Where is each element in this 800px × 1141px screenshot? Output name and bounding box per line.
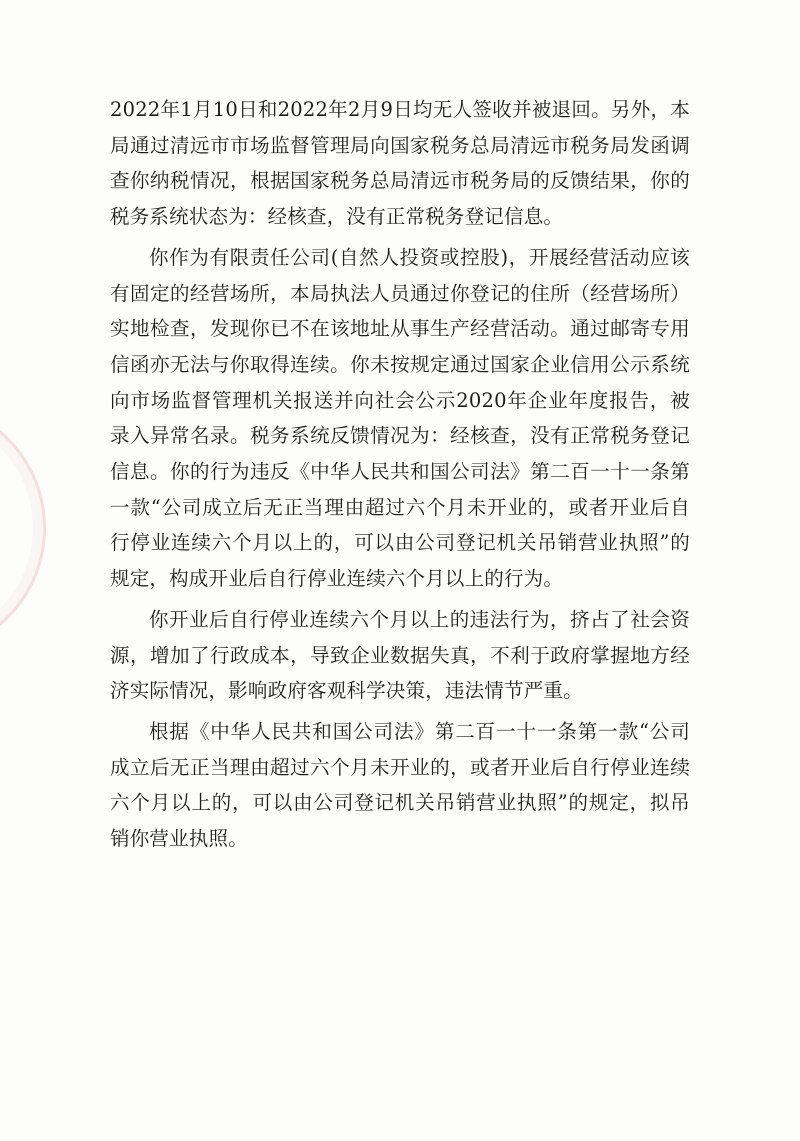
paragraph-violation-facts: 你作为有限责任公司(自然人投资或控股)，开展经营活动应该有固定的经营场所，本局执法人员通过你登记的住所（经营场所）实地检查，发现你已不在该地址从事生产经营活动。通过邮寄专用信函亦无法与你取得连续。你未按规定通过国家企业信用公示系统向市场监督管理机关报送并向社会公示2020年企业年度报告，被录入异常名录。税务系统反馈情况为：经核查，没有正常税务登记信息。你的行为违反《中华人民共和国公司法》第二百一十一条第一款“公司成立后无正当理由超过六个月未开业的，或者开业后自行停业连续六个月以上的，可以由公司登记机关吊销营业执照”的规定，构成开业后自行停业连续六个月以上的行为。 [110,245,690,591]
document-body [110,92,690,857]
paragraph-severity: 你开业后自行停业连续六个月以上的违法行为，挤占了社会资源，增加了行政成本，导致企业数据失真，不利于政府掌握地方经济实际情况，影响政府客观科学决策，违法情节严重。 [110,607,690,703]
paragraph-legal-basis: 根据《中华人民共和国公司法》第二百一十一条第一款“公司成立后无正当理由超过六个月未开业的，或者开业后自行停业连续六个月以上的，可以由公司登记机关吊销营业执照”的规定，拟吊销你营业执照。 [110,719,690,851]
red-seal-stamp-edge [0,400,46,656]
paragraph-continuation: 2022年1月10日和2022年2月9日均无人签收并被退回。另外，本局通过清远市市场监督管理局向国家税务总局清远市税务局发函调查你纳税情况，根据国家税务总局清远市税务局的反馈结果，你的税务系统状态为：经核查，没有正常税务登记信息。 [110,98,690,229]
